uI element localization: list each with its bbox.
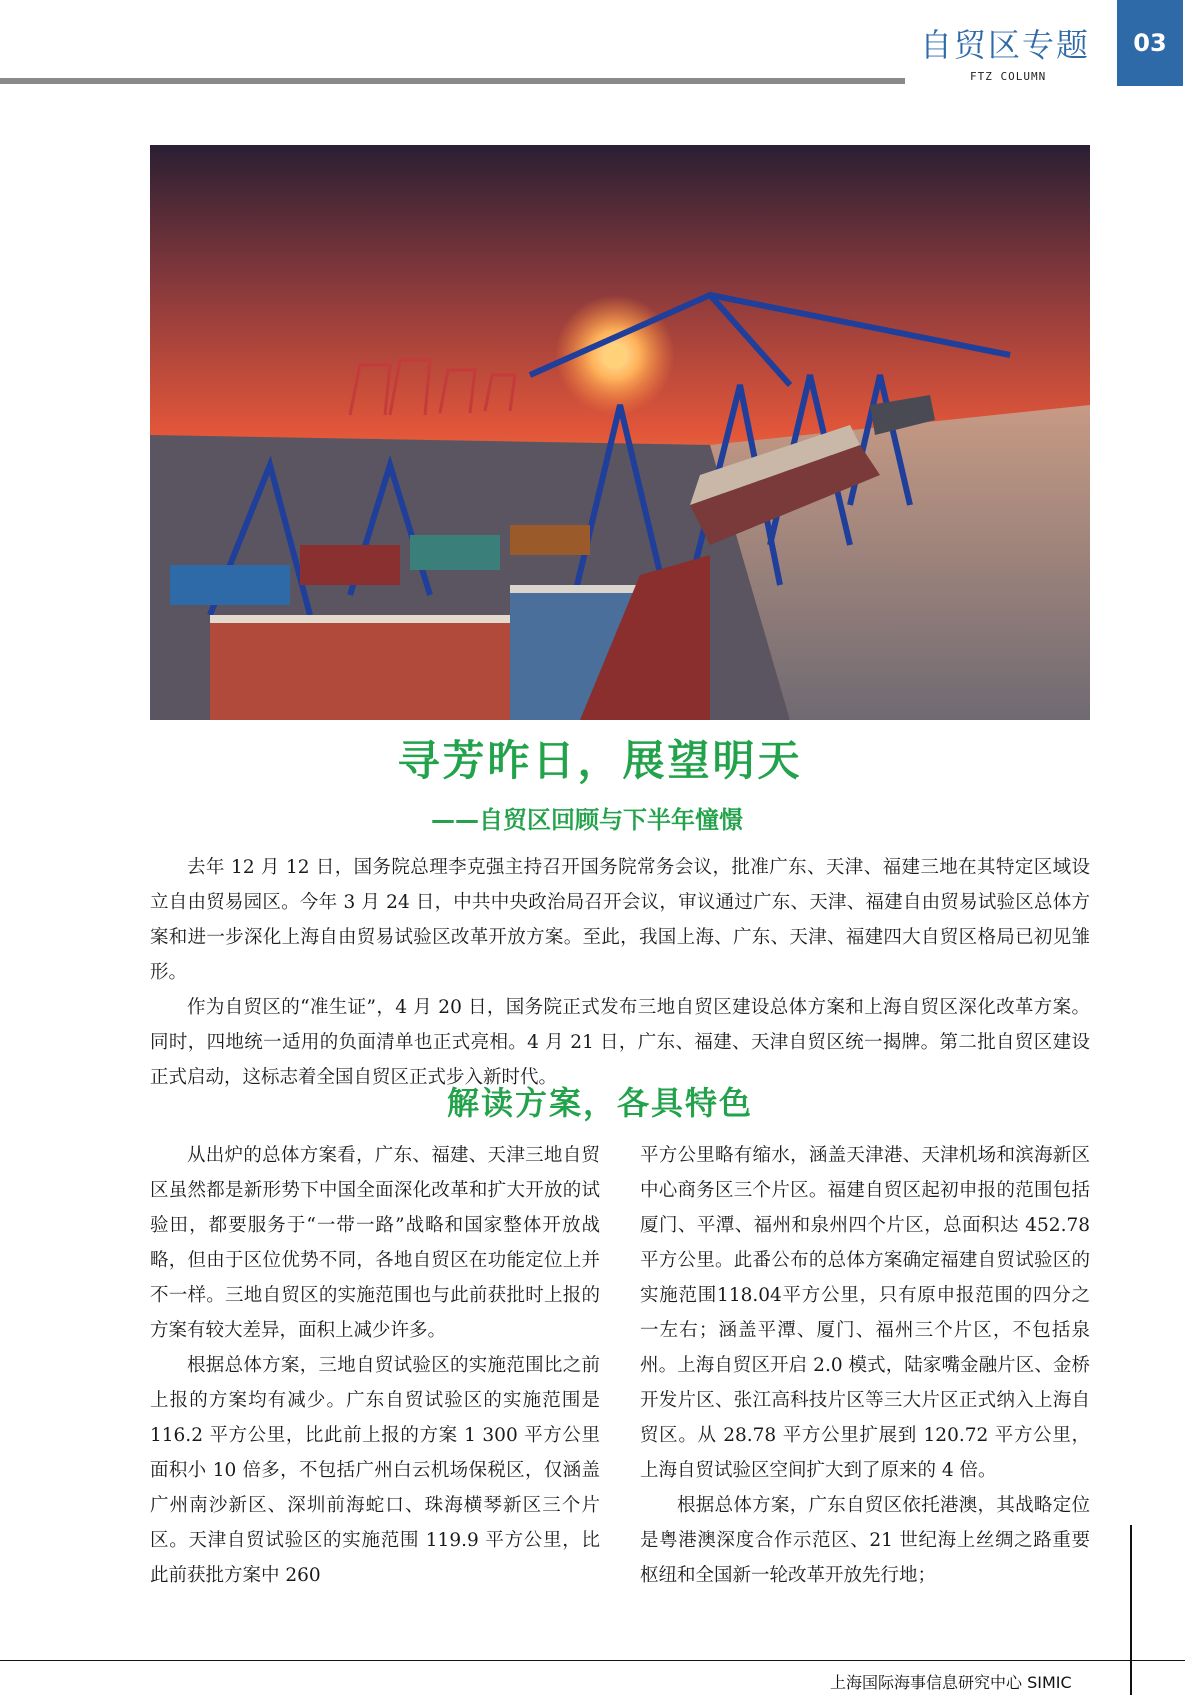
body-paragraph: 根据总体方案，广东自贸区依托港澳，其战略定位是粤港澳深度合作示范区、21 世纪海上丝绸之路重要枢纽和全国新一轮改革开放先行地；: [640, 1495, 1090, 1586]
intro-text: [150, 850, 1090, 1095]
article-title: 寻芳昨日，展望明天: [397, 736, 803, 785]
left-column: [150, 1138, 600, 1593]
intro-paragraph: 去年 12 月 12 日，国务院总理李克强主持召开国务院常务会议，批准广东、天津、福建三地在其特定区域设立自由贸易园区。今年 3 月 24 日，中共中央政治局召开会议，审议通过广东、天津、福建自由贸易试验区总体方案和进一步深化上海自由贸易试验区改革开放方案。至此，我国上海、广东、天津、福建四大自贸区格局已初见雏形。: [150, 857, 1090, 983]
body-paragraph: 根据总体方案，三地自贸试验区的实施范围比之前上报的方案均有减少。广东自贸试验区的实施范围是 116.2 平方公里，比此前上报的方案 1 300 平方公里面积小 10 倍多，不包括广州白云机场保税区，仅涵盖广州南沙新区、深圳前海蛇口、珠海横琴新区三个片区。天津自贸试验区的实施范围 119.9 平方公里，比此前获批方案中 260: [150, 1355, 600, 1586]
header-rule: [0, 78, 905, 84]
body-paragraph-continued: 平方公里略有缩水，涵盖天津港、天津机场和滨海新区中心商务区三个片区。福建自贸区起初申报的范围包括厦门、平潭、福州和泉州四个片区，总面积达 452.78 平方公里。此番公布的总体方案确定福建自贸试验区的实施范围118.04平方公里，只有原申报范围的四分之一左右；涵盖平潭、厦门、福州三个片区，不包括泉州。上海自贸区开启 2.0 模式，陆家嘴金融片区、金桥开发片区、张江高科技片区等三大片区正式纳入上海自贸区。从 28.78 平方公里扩展到 120.72 平方公里，上海自贸试验区空间扩大到了原来的 4 倍。: [640, 1145, 1090, 1481]
footer-rule: [0, 1660, 1185, 1661]
page-number-badge: 03: [1117, 0, 1183, 86]
right-column: [640, 1138, 1090, 1593]
intro-paragraph: 作为自贸区的“准生证”，4 月 20 日，国务院正式发布三地自贸区建设总体方案和上海自贸区深化改革方案。同时，四地统一适用的负面清单也正式亮相。4 月 21 日，广东、福建、天津自贸区统一揭牌。第二批自贸区建设正式启动，这标志着全国自贸区正式步入新时代。: [150, 997, 1090, 1088]
article-subtitle: ——自贸区回顾与下半年憧憬: [431, 806, 743, 834]
footer-publisher: 上海国际海事信息研究中心 SIMIC: [830, 1673, 1072, 1692]
section-header-subtitle: FTZ COLUMN: [970, 70, 1047, 83]
footer-side-rule: [1130, 1525, 1132, 1695]
section-title: 解读方案，各具特色: [446, 1084, 753, 1122]
section-header-title: 自贸区专题: [920, 26, 1091, 64]
body-paragraph: 从出炉的总体方案看，广东、福建、天津三地自贸区虽然都是新形势下中国全面深化改革和扩大开放的试验田，都要服务于“一带一路”战略和国家整体开放战略，但由于区位优势不同，各地自贸区在功能定位上并不一样。三地自贸区的实施范围也与此前获批时上报的方案有较大差异，面积上减少许多。: [150, 1145, 600, 1341]
port-sunset-photo: [150, 145, 1090, 720]
